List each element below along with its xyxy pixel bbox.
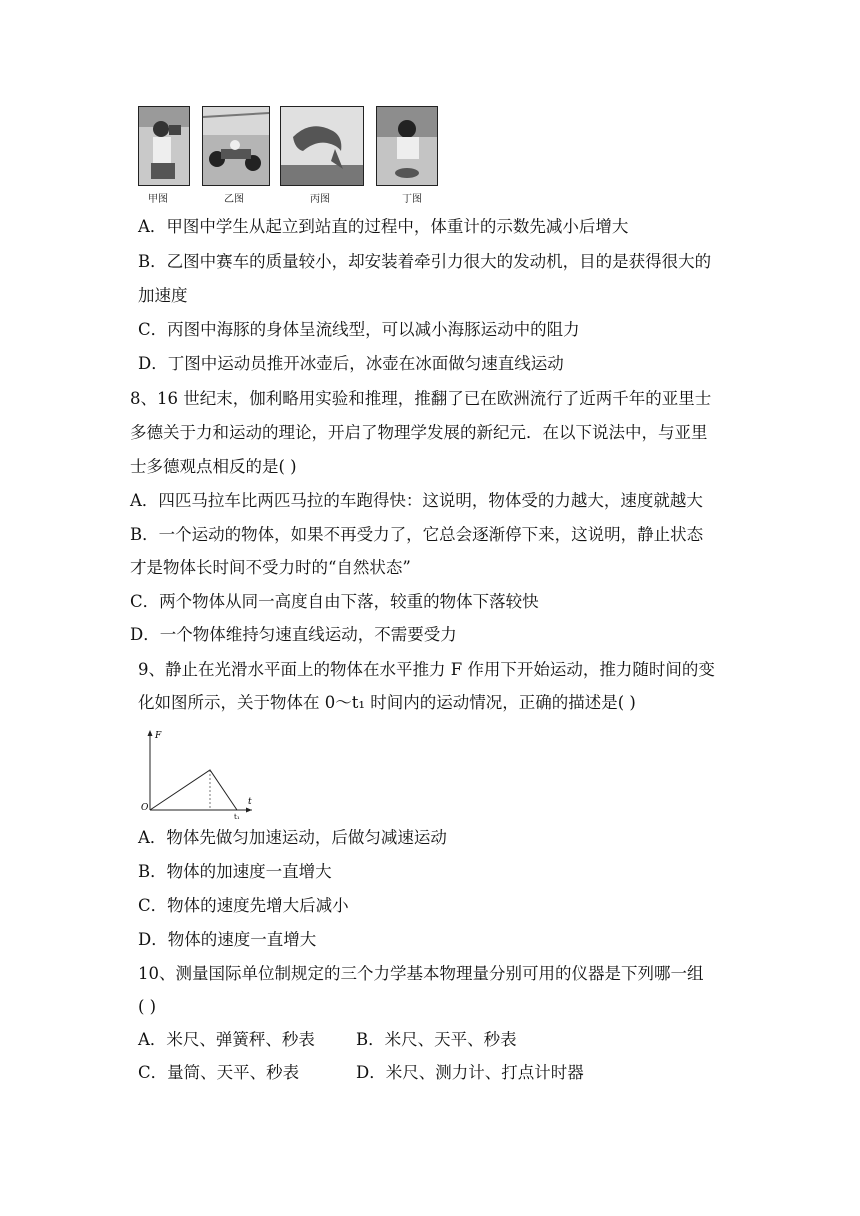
figure-row: [138, 106, 448, 206]
q9-option-b: B．物体的加速度一直增大: [138, 862, 332, 881]
photo-curling: [376, 106, 438, 186]
q10-stem-line-2: ( ): [138, 997, 157, 1016]
q7-option-b-cont: 加速度: [138, 286, 188, 305]
t1-tick-label: t₁: [234, 813, 240, 820]
q8-stem-line-3: 士多德观点相反的是( ): [130, 457, 297, 476]
figure-ding: [376, 106, 438, 205]
q10-option-c: C．量筒、天平、秒表: [138, 1063, 300, 1082]
q8-option-a: A．四匹马拉车比两匹马拉的车跑得快：这说明，物体受的力越大，速度就越大: [130, 491, 703, 510]
q7-option-c: C．丙图中海豚的身体呈流线型，可以减小海豚运动中的阻力: [138, 320, 580, 339]
q9-stem-line-1: 9、静止在光滑水平面上的物体在水平推力 F 作用下开始运动，推力随时间的变: [138, 660, 715, 679]
q7-option-a: A．甲图中学生从起立到站直的过程中，体重计的示数先减小后增大: [138, 217, 629, 236]
photo-student-on-scale: [138, 106, 190, 186]
x-axis-arrow: [246, 808, 252, 813]
figure-yi: [202, 106, 270, 205]
q8-stem-line-2: 多德关于力和运动的理论，开启了物理学发展的新纪元．在以下说法中，与亚里: [130, 423, 708, 442]
force-time-graph: [140, 726, 260, 820]
photo-dolphin: [280, 106, 364, 186]
q10-stem-line-1: 10、测量国际单位制规定的三个力学基本物理量分别可用的仪器是下列哪一组: [138, 964, 704, 983]
figure-caption: 甲图: [148, 194, 168, 205]
figure-caption: 乙图: [224, 194, 244, 205]
y-axis-label: F: [155, 731, 162, 741]
y-axis-arrow: [148, 730, 153, 736]
q9-option-a: A．物体先做匀加速运动，后做匀减速运动: [138, 828, 447, 847]
q10-option-b: B．米尺、天平、秒表: [356, 1030, 517, 1049]
q8-stem-line-1: 8、16 世纪末，伽利略用实验和推理，推翻了已在欧洲流行了近两千年的亚里士: [130, 389, 712, 408]
q10-option-d: D．米尺、测力计、打点计时器: [356, 1063, 584, 1082]
force-line: [150, 770, 237, 810]
origin-label: O: [141, 803, 149, 813]
q9-stem-line-2: 化如图所示，关于物体在 0～t₁ 时间内的运动情况，正确的描述是( ): [138, 693, 636, 712]
x-axis-label: t: [248, 797, 252, 807]
q8-option-c: C．两个物体从同一高度自由下落，较重的物体下落较快: [130, 592, 539, 611]
q8-option-b-cont: 才是物体长时间不受力时的“自然状态”: [130, 558, 411, 577]
q9-option-c: C．物体的速度先增大后减小: [138, 896, 349, 915]
q8-option-b: B．一个运动的物体，如果不再受力了，它总会逐渐停下来，这说明，静止状态: [130, 525, 704, 544]
figure-bing: [280, 106, 364, 205]
figure-caption: 丁图: [402, 194, 422, 205]
q8-option-d: D．一个物体维持匀速直线运动，不需要受力: [130, 625, 457, 644]
figure-caption: 丙图: [310, 194, 330, 205]
figure-jia: [138, 106, 190, 205]
photo-race-car: [202, 106, 270, 186]
q9-option-d: D．物体的速度一直增大: [138, 930, 317, 949]
q7-option-b: B．乙图中赛车的质量较小，却安装着牵引力很大的发动机，目的是获得很大的: [138, 252, 712, 271]
q10-option-a: A．米尺、弹簧秤、秒表: [138, 1030, 315, 1049]
q7-option-d: D．丁图中运动员推开冰壶后，冰壶在冰面做匀速直线运动: [138, 354, 564, 373]
